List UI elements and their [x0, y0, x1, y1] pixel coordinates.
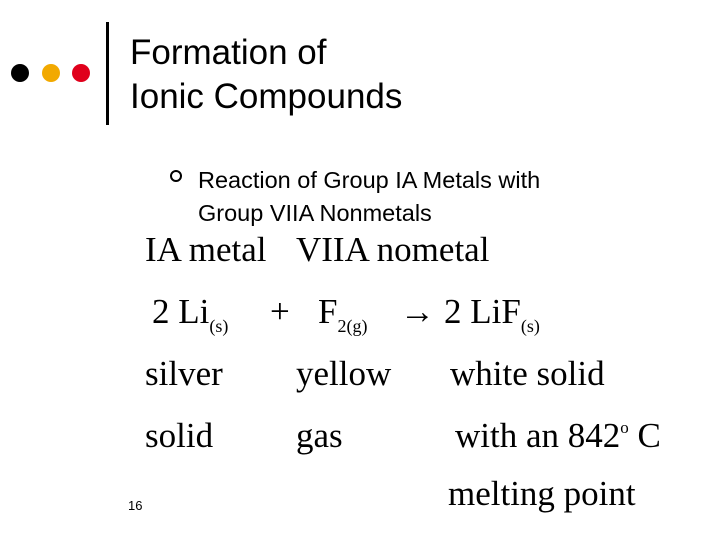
- hollow-circle-bullet-icon: [170, 170, 182, 182]
- slide-title: [130, 31, 402, 119]
- title-divider: [106, 22, 109, 125]
- fluorine-property-1: yellow: [296, 354, 392, 393]
- header-ia-metal: IA metal: [145, 230, 267, 269]
- bullet-line-1: Reaction of Group IA Metals with: [198, 167, 541, 193]
- lif-property-1: white solid: [450, 354, 605, 393]
- plus-sign: +: [270, 292, 290, 331]
- decor-dot-black: [11, 64, 29, 82]
- lif-property-2: [455, 416, 661, 456]
- product-state: (s): [520, 316, 540, 336]
- lif-melting-suffix: C: [628, 416, 661, 455]
- degree-symbol: o: [620, 418, 629, 437]
- product-lithium-fluoride: [444, 292, 540, 336]
- product-formula: 2 LiF: [444, 292, 521, 331]
- decor-dot-red: [72, 64, 90, 82]
- header-viia-nonmetal: VIIA nometal: [296, 230, 490, 269]
- decor-dot-gold-1: [42, 64, 60, 82]
- reaction-arrow: →: [400, 292, 435, 331]
- slide-number: 16: [128, 498, 143, 513]
- lif-melting-prefix: with an 842: [455, 416, 621, 455]
- bullet-line-2: Group VIIA Nonmetals: [198, 200, 432, 226]
- fluorine-property-2: gas: [296, 416, 343, 455]
- title-line-1: Formation of: [130, 33, 327, 72]
- reactant-lithium-state: (s): [209, 316, 229, 336]
- reactant-lithium: [152, 292, 229, 336]
- reactant-fluorine: [318, 292, 368, 336]
- reactant-fluorine-state: 2(g): [337, 316, 368, 336]
- reactant-lithium-formula: 2 Li: [152, 292, 210, 331]
- bullet-text: [198, 164, 540, 230]
- title-line-2: Ionic Compounds: [130, 77, 403, 116]
- lithium-property-2: solid: [145, 416, 214, 455]
- lithium-property-1: silver: [145, 354, 223, 393]
- lif-property-3: melting point: [448, 474, 636, 513]
- reactant-fluorine-formula: F: [318, 292, 338, 331]
